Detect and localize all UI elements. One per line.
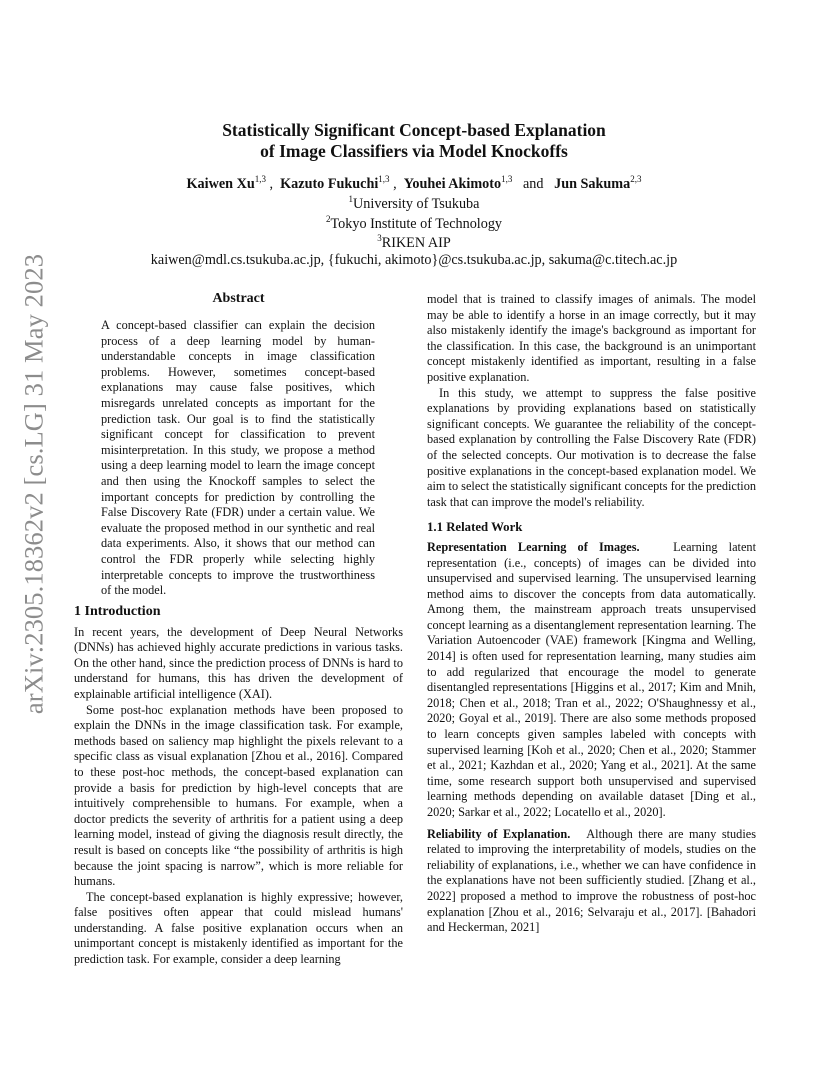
author-emails: kaiwen@mdl.cs.tsukuba.ac.jp, {fukuchi, akimoto}@cs.tsukuba.ac.jp, sakuma@c.titech.ac.jp bbox=[150, 252, 678, 268]
affiliation-sup: 2 bbox=[325, 214, 331, 224]
paper-title bbox=[0, 120, 828, 162]
affiliation-text: University of Tsukuba bbox=[353, 196, 480, 212]
runin-heading: Representation Learning of Images. bbox=[427, 539, 640, 554]
author-affil-sup: 1,3 bbox=[254, 174, 266, 184]
section-heading-introduction: 1 Introduction bbox=[74, 604, 161, 619]
author-name: Kaiwen Xu bbox=[186, 176, 255, 192]
right-column bbox=[427, 292, 756, 936]
author-affil-sup: 1,3 bbox=[378, 174, 390, 184]
paragraph-reliability bbox=[427, 827, 756, 936]
paragraph-representation-learning bbox=[427, 540, 756, 821]
paragraph: In this study, we attempt to suppress the false positive explanations by providing explanations based on statistically significant concepts. We guarantee the reliability of the concept-based explanation by controlling the False Discovery Rate (FDR) of the selected concepts. Our motivation is to decrease the false positive explanations in the concept-based explanation model. We aim to select the statistically significant concepts for the prediction task that can improve the model's reliability. bbox=[427, 385, 756, 509]
title-line-1: Statistically Significant Concept-based Explanation bbox=[222, 120, 606, 140]
abstract-heading: Abstract bbox=[212, 291, 265, 306]
title-line-2: of Image Classifiers via Model Knockoffs bbox=[260, 141, 568, 161]
arxiv-stamp bbox=[18, 253, 50, 715]
runin-heading: Reliability of Explanation. bbox=[427, 826, 571, 841]
affiliation bbox=[0, 234, 828, 252]
author-and: and bbox=[522, 176, 544, 192]
paragraph: Some post-hoc explanation methods have been proposed to explain the DNNs in the image classification task. For example, methods based on saliency map highlight the pixels relevant to a specific class as visual explanation [Zhou et al., 2016]. Compared to these post-hoc methods, the concept-based explanation can provide a basis for prediction by high-level concepts that are intuitively comprehensible to humans. For example, when a doctor predicts the severity of arthritis for a patient using a deep learning model, instead of giving the diagnosis result directly, the result is based on concepts like “the possibility of arthritis is high because the joint spacing is narrow”, which is more reliable for humans. bbox=[74, 702, 403, 889]
abstract-body: A concept-based classifier can explain the decision process of a deep learning model by human-understandable concepts in image classification problems. However, sometimes concept-based explanations may cause false positives, which misregards unrelated concepts as important for the prediction task. Our goal is to find the statistically significant concept for classification to prevent misinterpretation. In this study, we propose a method using a deep learning model to learn the image concept and then using the Knockoff samples to select the important concepts for prediction by controlling the False Discovery Rate (FDR) under a certain value. We evaluate the proposed method in our synthetic and real data experiments. Also, it shows that our method can control the FDR properly while selecting highly interpretable concepts to improve the trustworthiness of the model. bbox=[101, 318, 375, 598]
paragraph: model that is trained to classify images of animals. The model may be able to identify a horse in an image correctly, but it may also mistakenly identify the image's background as important for the classification. In this case, the background is an unimportant concept mistakenly identified as important, resulting in a false positive explanation. bbox=[427, 292, 756, 384]
affiliation-sup: 3 bbox=[377, 233, 382, 243]
affiliation bbox=[0, 215, 828, 233]
author-name: Kazuto Fukuchi bbox=[280, 176, 379, 192]
paragraph-text: Learning latent representation (i.e., concepts) of images can be divided into unsupervised and supervised learning. The unsupervised learning method aims to discover the concepts from data automatically. Among them, the mainstream approach treats unsupervised concept learning as a disentanglement representation learning. The Variation Autoencoder (VAE) framework [Kingma and Welling, 2014] is often used for representation learning, many studies aim to add regularized that encourage the model to generate disentangled representations [Higgins et al., 2017; Kim and Mnih, 2018; Chen et al., 2018; Tran et al., 2022; O'Shaughnessy et al., 2020; Goyal et al., 2019]. There are also some methods proposed to learn concepts given samples labeled with concepts with supervised learning [Koh et al., 2020; Chen et al., 2020; Stammer et al., 2021; Kazhdan et al., 2020; Yang et al., 2021]. At the same time, some research support both unsupervised and supervised learning methods depending on available dataset [Ding et al., 2020; Sarkar et al., 2022; Locatello et al., 2020]. bbox=[427, 539, 756, 819]
paragraph: The concept-based explanation is highly expressive; however, false positives often appear that could mislead humans' understanding. A false positive explanation occurs when an unimportant concept is mistakenly identified as important for the prediction task. For example, consider a deep learning bbox=[74, 889, 403, 967]
affiliation bbox=[0, 195, 828, 213]
arxiv-stamp-text: arXiv:2305.18362v2 [cs.LG] 31 May 2023 bbox=[18, 253, 49, 715]
affiliation-sup: 1 bbox=[348, 194, 354, 204]
author-name: Jun Sakuma bbox=[554, 176, 631, 192]
subsection-heading-related-work: 1.1 Related Work bbox=[427, 520, 523, 535]
author-list: Kaiwen Xu$^{1,3}$ , Kazuto Fukuchi$^{1,3}$ , Youhei Akimoto$^{1,3}$ and Jun Sakuma$^{2,3}$ bbox=[186, 174, 642, 192]
affiliation-text: RIKEN AIP bbox=[381, 235, 451, 251]
author-affil-sup: 1,3 bbox=[501, 174, 513, 184]
left-column bbox=[74, 604, 403, 968]
author-affil-sup: 2,3 bbox=[630, 174, 642, 184]
paragraph-text: Although there are many studies related to improving the interpretability of models, studies on the reliability of explanations, i.e., whether we can have confidence in the explanations have not been sufficiently studied. [Zhang et al., 2022] proposed a method to improve the robustness of post-hoc explanation [Zhou et al., 2016; Selvaraju et al., 2017]. [Bahadori and Heckerman, 2021] bbox=[427, 826, 756, 935]
paragraph: In recent years, the development of Deep Neural Networks (DNNs) has achieved highly accurate predictions in various tasks. On the other hand, since the prediction process of DNNs is hard to understand for humans, this has driven the development of explainable artificial intelligence (XAI). bbox=[74, 624, 403, 701]
author-name: Youhei Akimoto bbox=[403, 176, 502, 192]
affiliation-text: Tokyo Institute of Technology bbox=[330, 216, 503, 232]
